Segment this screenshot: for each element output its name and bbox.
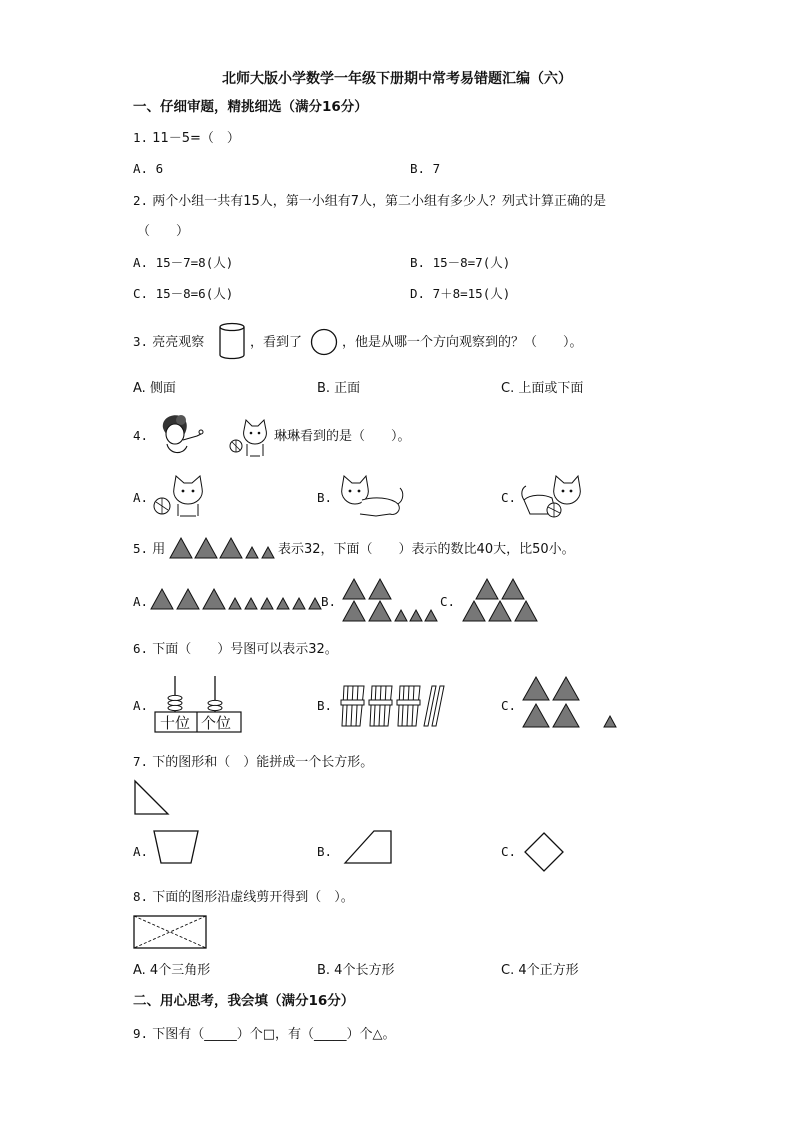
triangle-group-icon [150, 588, 320, 610]
right-trapezoid-icon [344, 830, 392, 864]
right-triangle-icon [134, 780, 170, 816]
girl-icon [155, 410, 207, 458]
question-number: 6. [133, 641, 149, 656]
option-c[interactable]: C. [501, 844, 517, 859]
page-title: 北师大版小学数学一年级下册期中常考易错题汇编（六） [222, 71, 572, 87]
option-c[interactable]: C. 上面或下面 [501, 381, 584, 396]
option-a[interactable]: A. 侧面 [133, 381, 176, 396]
option-b[interactable]: B. [317, 844, 333, 859]
option-a[interactable]: A. [133, 490, 149, 505]
question-8 [133, 891, 354, 904]
question-stem: 两个小组一共有15人，第一小组有7人，第二小组有多少人？列式计算正确的是 [152, 194, 607, 209]
trapezoid-icon [153, 830, 199, 864]
option-a[interactable]: A. [133, 594, 149, 609]
question-stem: 琳琳看到的是（ ）。 [274, 429, 411, 444]
question-number: 3. [133, 334, 149, 349]
option-b[interactable]: B. 15－8=7(人) [410, 255, 511, 270]
question-stem: ，他是从哪一个方向观察到的？（ ）。 [342, 335, 583, 350]
diamond-icon [524, 832, 564, 872]
option-c[interactable]: C. [501, 490, 517, 505]
section-heading-1: 一、仔细审题，精挑细选（满分16分） [133, 99, 368, 115]
option-a[interactable]: A. 6 [133, 161, 164, 176]
question-stem: 11－5=（ ） [152, 131, 240, 146]
option-b[interactable]: B. 4个长方形 [317, 963, 395, 978]
option-b[interactable]: B. [317, 698, 333, 713]
question-stem: 下的图形和（ ）能拼成一个长方形。 [152, 755, 374, 770]
question-9 [133, 1028, 395, 1041]
question-number: 5. [133, 541, 149, 556]
triangle-group-icon [523, 676, 619, 732]
cat-icon [336, 474, 406, 520]
option-b[interactable]: B. [317, 490, 333, 505]
dashed-rectangle-icon [133, 915, 207, 949]
question-stem: 用 [152, 542, 166, 557]
option-b[interactable]: B. [321, 594, 337, 609]
question-number: 2. [133, 193, 149, 208]
cylinder-icon [218, 322, 246, 360]
question-stem: ，看到了 [250, 335, 303, 350]
ones-label: 个位 [201, 714, 232, 732]
cat-ball-icon [228, 418, 272, 460]
question-number: 1. [133, 130, 149, 145]
option-a[interactable]: A. [133, 698, 149, 713]
triangle-group-icon [169, 537, 277, 559]
question-stem: 亮亮观察 [152, 335, 205, 350]
question-2 [133, 195, 606, 208]
tens-label: 十位 [160, 714, 191, 732]
question-number: 7. [133, 754, 149, 769]
question-number: 9. [133, 1026, 149, 1041]
cat-ball-icon [152, 474, 210, 520]
stick-bundle-icon [340, 682, 450, 728]
cat-ball-icon [520, 474, 586, 520]
question-number: 4. [133, 428, 149, 443]
question-number: 8. [133, 889, 149, 904]
question-stem: 下面的图形沿虚线剪开得到（ ）。 [152, 890, 354, 905]
option-b[interactable]: B. 7 [410, 161, 441, 176]
option-a[interactable]: A. [133, 844, 149, 859]
option-c[interactable]: C. [501, 698, 517, 713]
triangle-group-icon [342, 578, 438, 622]
triangle-group-icon [462, 578, 538, 622]
answer-blank: （ ） [137, 224, 190, 239]
question-3 [133, 336, 204, 349]
question-5 [133, 543, 165, 556]
question-stem: 下图有（_____）个□，有（_____）个△。 [152, 1027, 396, 1042]
option-a[interactable]: A. 15－7=8(人) [133, 255, 234, 270]
question-stem: 下面（ ）号图可以表示32。 [152, 642, 338, 657]
question-1 [133, 132, 240, 145]
circle-icon [310, 328, 338, 356]
option-c[interactable]: C. 15－8=6(人) [133, 286, 234, 301]
question-7 [133, 756, 373, 769]
option-c[interactable]: C. 4个正方形 [501, 963, 579, 978]
question-stem: 表示32，下面（ ）表示的数比40大，比50小。 [278, 542, 575, 557]
option-b[interactable]: B. 正面 [317, 381, 361, 396]
section-heading-2: 二、用心思考，我会填（满分16分） [133, 993, 355, 1009]
option-a[interactable]: A. 4个三角形 [133, 963, 211, 978]
option-c[interactable]: C. [440, 594, 456, 609]
question-6 [133, 643, 338, 656]
option-d[interactable]: D. 7＋8=15(人) [410, 286, 511, 301]
